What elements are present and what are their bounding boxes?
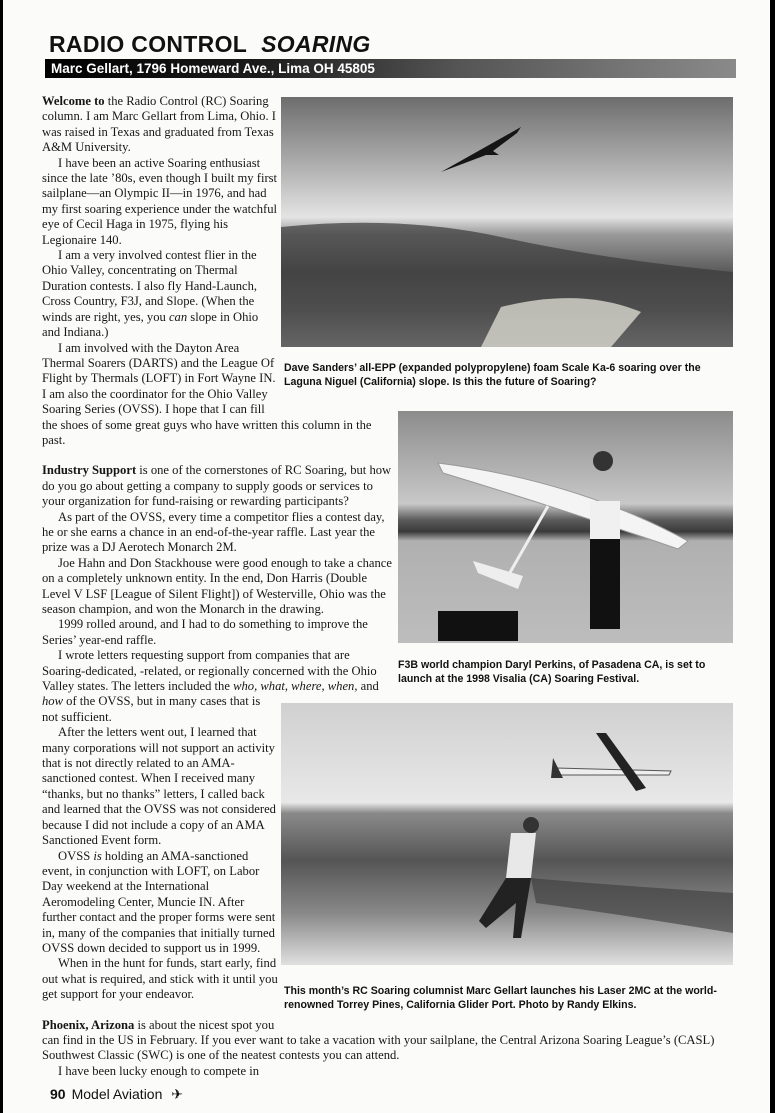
text: I am a very involved contest flier in the Ohio Valley, concentrating on Thermal Duration contests. I also fly Hand-Launch, Cross Country, F3J, and Slope. (When the winds are right, yes, you: [42, 248, 258, 324]
text: of the OVSS, but in many cases that is not sufficient.: [42, 694, 261, 724]
page-sheet: [3, 0, 770, 1113]
paragraph: I have been an active Soaring enthusiast since the late ’80s, even though I built my first sailplane—an Olympic II—in 1976, and had my first soaring experience under the watchful eye of Cecil Haga in 1975, flying his Legionaire 140.: [42, 155, 278, 247]
page-footer: [42, 1079, 733, 1112]
text: is one of the cornerstones of RC Soaring, but how do you go about getting a company to supply goods or services to your organization for fund-raising or rewarding participants?: [42, 463, 392, 509]
text: the Radio Control (RC) Soaring column. I am Marc Gellart from Lima, Ohio. I was raised in Texas and graduated from Texas A&M University.: [42, 94, 276, 155]
photo1-area: [278, 94, 733, 411]
photo3-caption: This month’s RC Soaring columnist Marc Gellart launches his Laser 2MC at the world-renowned Torrey Pines, California Glider Port. Photo by Randy Elkins.: [284, 985, 717, 1011]
text: slope in Ohio and Indiana.): [42, 309, 259, 340]
text: I wrote letters requesting support from companies that are Soaring-dedicated, -related, or regionally concerned with the Ohio Valley states. The letters included the: [42, 648, 377, 694]
text: is about the nicest spot you can find in the US in February. If you ever want to take a vacation with your sailplane, the Central Arizona Soaring League’s (CASL) Southwest Classic (SWC) is one of the neatest contests you can attend.: [42, 1017, 715, 1063]
title-main: RADIO CONTROL: [49, 31, 248, 57]
magazine-name: Model Aviation: [71, 1086, 163, 1103]
byline: Marc Gellart, 1796 Homeward Ave., Lima OH 45805: [51, 61, 375, 76]
text: OVSS: [58, 848, 94, 863]
page-number: 90: [50, 1086, 66, 1103]
phoenix-section: [42, 1018, 733, 1080]
photo2-caption: F3B world champion Daryl Perkins, of Pasadena CA, is set to launch at the 1998 Visalia (CA) Soaring Festival.: [398, 659, 706, 685]
article-body: [42, 0, 733, 1113]
emphasis: can: [168, 309, 188, 324]
airplane-icon: ✈: [171, 1086, 184, 1103]
lead-in: Phoenix, Arizona: [42, 1017, 135, 1032]
title-sub: SOARING: [261, 31, 371, 57]
paragraph: [42, 1018, 733, 1064]
paragraph: Joe Hahn and Don Stackhouse were good enough to take a chance on a completely unknown entity. In the end, Don Harris (Double Level V LSF [League of Silent Flight]) of Westerville, Ohio was the season champion, and won the Monarch in the drawing.: [42, 555, 392, 616]
paragraph: When in the hunt for funds, start early, find out what is required, and stick with it until you get support for your endeavor.: [42, 956, 278, 1002]
paragraph: 1999 rolled around, and I had to do something to improve the Series’ year-end raffle.: [42, 617, 368, 647]
paragraph: As part of the OVSS, every time a competitor flies a contest day, he or she earns a chance in an end-of-the-year raffle. Last year the prize was a DJ Aerotech Monarch 2M.: [42, 509, 385, 555]
emphasis: how: [42, 694, 63, 709]
text: “thanks, but no thanks” letters, I called back and learned that the OVSS was not considered because I did not include a copy of an AMA Sanctioned Event form.: [42, 786, 276, 848]
photo1-caption: Dave Sanders’ all-EPP (expanded polypropylene) foam Scale Ka-6 soaring over the Laguna Niguel (California) slope. Is this the future of Soaring?: [284, 362, 701, 388]
emphasis: is: [93, 848, 102, 863]
photo2-area: [395, 411, 733, 700]
lead-in: Welcome to: [42, 94, 105, 108]
paragraph: I have been lucky enough to compete in: [58, 1063, 260, 1078]
lead-in: Industry Support: [42, 463, 137, 478]
text: holding an AMA-sanctioned event, in conjunction with LOFT, on Labor Day weekend at the International Aeromodeling Center, Muncie IN. After further contact and the proper forms were sent in, many of the companies that initially turned OVSS down decided to support us in 1999.: [42, 848, 276, 955]
emphasis: who, what, where, when,: [233, 679, 358, 694]
photo3-area: [278, 700, 733, 1018]
text: and: [357, 679, 379, 694]
text: After the letters went out, I learned that many corporations will not support an activity that is not directly related to an AMA-sanctioned contest. When I received many: [42, 725, 275, 786]
paragraph: I am involved with the Dayton Area Thermal Soarers (DARTS) and the League Of Flight by Thermals (LOFT) in Fort Wayne IN. I am also the coordinator for the Ohio Valley Soaring Series (OVSS). I hope that I can fill the shoes of some great guys who have written this column in the past.: [42, 340, 372, 447]
